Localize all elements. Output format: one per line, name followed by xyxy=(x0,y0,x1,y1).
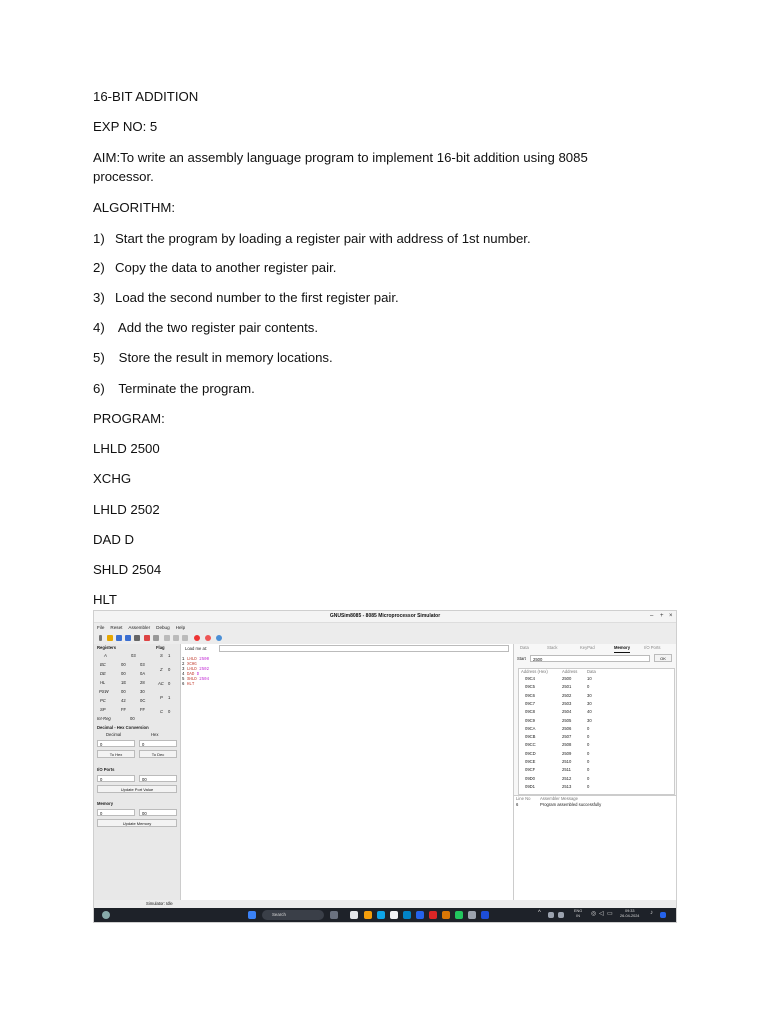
register-value: 00 xyxy=(121,662,126,667)
close-icon[interactable]: × xyxy=(669,613,673,619)
file-explorer-icon[interactable] xyxy=(364,911,372,919)
step-number: 4) xyxy=(93,320,105,335)
chevron-up-icon[interactable]: ^ xyxy=(538,910,541,916)
table-cell: 30 xyxy=(587,700,592,706)
code-operand: 2502 xyxy=(199,668,210,672)
run-icon[interactable] xyxy=(153,635,159,641)
registers-label: Registers xyxy=(97,645,117,650)
register-value: 0A xyxy=(140,671,146,676)
app-icon[interactable] xyxy=(429,911,437,919)
flag-name: C xyxy=(160,709,164,714)
line-number: 3 xyxy=(182,668,185,672)
table-cell: 2507 xyxy=(562,734,572,740)
table-cell: 0 xyxy=(587,775,590,781)
clear-breakpoints-icon[interactable] xyxy=(205,635,211,641)
load-at-input[interactable] xyxy=(219,645,509,652)
flag-value: 1 xyxy=(168,695,171,700)
assemble-icon[interactable] xyxy=(144,635,150,641)
table-row[interactable] xyxy=(519,784,674,792)
new-file-icon[interactable] xyxy=(99,635,102,641)
register-name: HL xyxy=(100,680,106,685)
menu-assembler[interactable]: Assembler xyxy=(128,625,151,630)
step-text: Copy the data to another register pair. xyxy=(115,260,337,275)
table-cell: 09C8 xyxy=(525,709,536,715)
table-cell: 2506 xyxy=(562,725,572,731)
register-value: 00 xyxy=(121,671,126,676)
app-icon[interactable] xyxy=(481,911,489,919)
register-value: 28 xyxy=(140,680,145,685)
flag-value: 0 xyxy=(168,681,171,686)
program-line: LHLD 2500 xyxy=(93,441,160,456)
exp-number: EXP NO: 5 xyxy=(93,119,158,134)
save-as-icon[interactable] xyxy=(125,635,131,641)
io-port-input[interactable]: 0 xyxy=(97,775,135,782)
memory-address-input[interactable]: 0 xyxy=(97,809,135,816)
app-icon[interactable] xyxy=(442,911,450,919)
code-operand: 2504 xyxy=(199,678,210,682)
table-row[interactable] xyxy=(519,767,674,775)
step-text: Terminate the program. xyxy=(115,381,255,396)
algorithm-step xyxy=(93,258,336,277)
flag-value: 0 xyxy=(168,667,171,672)
memory-label: Memory xyxy=(97,801,114,806)
program-line: DAD D xyxy=(93,532,135,547)
table-cell: 10 xyxy=(587,676,592,681)
table-row[interactable] xyxy=(519,718,674,726)
register-value: 0C xyxy=(140,698,146,703)
step-number: 3) xyxy=(93,290,105,305)
stop-icon[interactable] xyxy=(216,635,222,641)
task-view-icon[interactable] xyxy=(330,911,338,919)
table-cell: 0 xyxy=(587,750,590,756)
register-name: PSW xyxy=(99,689,109,694)
step-number: 1) xyxy=(93,231,105,246)
program-line: HLT xyxy=(93,592,117,607)
flag-name: P xyxy=(160,695,163,700)
table-cell: 0 xyxy=(587,734,590,740)
table-cell: 09C7 xyxy=(525,700,536,706)
code-opcode: XCHG xyxy=(186,663,197,667)
table-cell: 09C4 xyxy=(525,676,536,681)
register-value: 00 xyxy=(121,689,126,694)
breakpoint-icon[interactable] xyxy=(194,635,200,641)
line-number: 2 xyxy=(182,663,185,667)
algorithm-step xyxy=(93,379,255,398)
table-cell: 09D0 xyxy=(525,775,536,781)
code-listing xyxy=(182,658,209,688)
taskbar-search[interactable] xyxy=(262,910,324,920)
tab-keypad[interactable]: KeyPad xyxy=(580,645,595,650)
table-cell: 30 xyxy=(587,692,592,698)
language-indicator[interactable] xyxy=(574,909,582,919)
step-out-icon[interactable] xyxy=(182,635,188,641)
algorithm-step xyxy=(93,318,318,337)
time: 09:33 xyxy=(624,909,635,913)
decimal-input[interactable]: 0 xyxy=(97,740,135,747)
register-value: 42 xyxy=(121,698,126,703)
widgets-icon[interactable] xyxy=(350,911,358,919)
right-panel xyxy=(513,644,677,900)
column-header: Address (Hex) xyxy=(521,669,548,674)
column-header: Data xyxy=(587,669,596,674)
battery-icon[interactable]: ▭ xyxy=(607,911,613,917)
aim-line-1: AIM:To write an assembly language program to implement 16-bit addition using 8085 xyxy=(93,150,588,165)
program-line: SHLD 2504 xyxy=(93,562,162,577)
table-row[interactable] xyxy=(519,684,674,692)
register-name: A xyxy=(104,653,107,658)
table-row[interactable] xyxy=(519,751,674,759)
code-opcode: DAD xyxy=(186,673,195,677)
register-name: Int-Reg xyxy=(97,716,111,721)
step-text: Start the program by loading a register pair with address of 1st number. xyxy=(115,231,531,246)
table-cell: 09D1 xyxy=(525,783,536,789)
ok-button[interactable]: OK xyxy=(654,654,672,662)
table-cell: 40 xyxy=(587,709,592,715)
app-icon[interactable] xyxy=(660,912,666,918)
program-heading: PROGRAM: xyxy=(93,411,165,426)
table-cell: 2501 xyxy=(562,684,572,690)
message-text: Program assembled successfully xyxy=(540,802,602,807)
tab-stack[interactable]: Stack xyxy=(547,645,558,650)
tab-io-ports[interactable]: I/O Ports xyxy=(644,645,661,650)
register-name: BC xyxy=(100,662,106,667)
tab-memory[interactable]: Memory xyxy=(614,644,630,653)
to-dec-button[interactable]: To Dec xyxy=(139,750,177,758)
table-cell: 2508 xyxy=(562,742,572,748)
algorithm-step xyxy=(93,288,399,307)
load-at-label: Load me at: xyxy=(185,646,208,651)
table-cell: 09C6 xyxy=(525,692,536,698)
store-icon[interactable] xyxy=(390,911,398,919)
table-row[interactable] xyxy=(519,701,674,709)
table-row[interactable] xyxy=(519,693,674,701)
search-label: Search xyxy=(272,912,286,917)
table-cell: 0 xyxy=(587,783,590,789)
weather-icon[interactable] xyxy=(102,911,110,919)
table-row[interactable] xyxy=(519,676,674,684)
register-value: FF xyxy=(140,707,146,712)
table-cell: 2503 xyxy=(562,700,572,706)
table-row[interactable] xyxy=(519,742,674,750)
register-value: 1E xyxy=(121,680,127,685)
table-cell: 09CB xyxy=(525,734,536,740)
step-in-icon[interactable] xyxy=(164,635,170,641)
window-title: GNUSim8085 - 8085 Microprocessor Simulator xyxy=(329,613,441,619)
menu-debug[interactable]: Debug xyxy=(156,625,170,630)
app-icon[interactable] xyxy=(403,911,411,919)
taskbar xyxy=(94,908,676,922)
line-number: 4 xyxy=(182,673,185,677)
start-label: Start xyxy=(517,656,526,661)
decimal-label: Decimal xyxy=(106,732,122,737)
table-cell: 0 xyxy=(587,742,590,748)
table-cell: 2512 xyxy=(562,775,572,781)
code-opcode: LHLD xyxy=(186,658,197,662)
update-port-button[interactable]: Update Port Value xyxy=(97,785,177,793)
table-cell: 2509 xyxy=(562,750,572,756)
register-value: FF xyxy=(121,707,127,712)
algorithm-heading: ALGORITHM: xyxy=(93,200,176,215)
table-row[interactable] xyxy=(519,776,674,784)
code-operand: D xyxy=(196,673,200,677)
save-icon[interactable] xyxy=(116,635,122,641)
register-name: SP xyxy=(100,707,106,712)
step-number: 2) xyxy=(93,260,105,275)
step-number: 5) xyxy=(93,350,105,365)
column-header: Assembler Message xyxy=(540,796,578,801)
table-cell: 2502 xyxy=(562,692,572,698)
register-value: 03 xyxy=(140,662,145,667)
code-opcode: HLT xyxy=(186,683,195,687)
register-value: 00 xyxy=(130,716,135,721)
line-number: 6 xyxy=(182,683,185,687)
algorithm-step xyxy=(93,229,531,248)
window-titlebar xyxy=(94,611,676,623)
table-cell: 0 xyxy=(587,725,590,731)
line-number: 1 xyxy=(182,658,185,662)
flag-name: AC xyxy=(158,681,164,686)
register-name: PC xyxy=(100,698,106,703)
message-line-number: 6 xyxy=(516,802,519,807)
program-line: LHLD 2502 xyxy=(93,502,160,517)
assembler-messages xyxy=(514,795,677,901)
start-input[interactable]: 2500 xyxy=(530,655,650,662)
table-cell: 0 xyxy=(587,767,590,773)
settings-icon[interactable] xyxy=(468,911,476,919)
flag-value: 0 xyxy=(168,709,171,714)
table-cell: 2513 xyxy=(562,783,572,789)
io-ports-label: I/O Ports xyxy=(97,767,115,772)
tab-data[interactable]: Data xyxy=(520,645,529,650)
flag-name: S xyxy=(160,653,163,658)
step-text: Add the two register pair contents. xyxy=(115,320,319,335)
register-value: 03 xyxy=(131,653,136,658)
table-cell: 30 xyxy=(587,717,592,723)
memory-value-input[interactable]: 00 xyxy=(139,809,177,816)
table-cell: 0 xyxy=(587,759,590,764)
minimize-icon[interactable]: – xyxy=(650,613,654,619)
flag-value: 1 xyxy=(168,653,171,658)
table-row[interactable] xyxy=(519,709,674,717)
menu-reset[interactable]: Reset xyxy=(110,625,123,630)
status-bar xyxy=(94,900,676,908)
memory-table xyxy=(518,668,675,795)
tray-icon[interactable] xyxy=(558,912,564,918)
doc-title: 16-BIT ADDITION xyxy=(93,89,199,104)
step-text: Load the second number to the first register pair. xyxy=(115,290,399,305)
column-header: Address xyxy=(562,669,578,674)
io-value-input[interactable]: 00 xyxy=(139,775,177,782)
update-memory-button[interactable]: Update Memory xyxy=(97,819,177,827)
language-code: ENG xyxy=(574,909,583,913)
column-header: Line No xyxy=(516,796,531,801)
table-cell: 2511 xyxy=(562,767,572,773)
table-cell: 0 xyxy=(587,684,590,690)
hex-label: Hex xyxy=(151,732,159,737)
table-cell: 09C5 xyxy=(525,684,536,690)
table-row[interactable] xyxy=(519,734,674,742)
table-cell: 09CE xyxy=(525,759,536,764)
maximize-icon[interactable]: + xyxy=(660,613,664,619)
clock[interactable] xyxy=(620,909,639,919)
code-opcode: LHLD xyxy=(186,668,197,672)
notification-bell-icon[interactable]: ♪ xyxy=(650,910,653,916)
program-line: XCHG xyxy=(93,471,132,486)
left-panel xyxy=(94,644,180,912)
simulator-screenshot xyxy=(93,610,677,923)
volume-icon[interactable]: ◁ xyxy=(599,911,604,917)
code-editor[interactable] xyxy=(180,644,513,900)
table-cell: 2500 xyxy=(562,676,572,681)
table-cell: 09CA xyxy=(525,725,536,731)
edge-icon[interactable] xyxy=(377,911,385,919)
table-cell: 09C9 xyxy=(525,717,536,723)
flag-name: Z xyxy=(160,667,163,672)
dec-hex-label: Decimal - Hex Conversion xyxy=(97,725,149,730)
step-number: 6) xyxy=(93,381,105,396)
table-cell: 09CF xyxy=(525,767,536,773)
start-icon[interactable] xyxy=(248,911,256,919)
algorithm-step xyxy=(93,348,333,367)
table-cell: 2505 xyxy=(562,717,572,723)
table-cell: 09CC xyxy=(525,742,536,748)
code-operand: 2500 xyxy=(199,658,210,662)
table-row[interactable] xyxy=(519,759,674,767)
tray-icon[interactable] xyxy=(548,912,554,918)
register-value: 30 xyxy=(140,689,145,694)
hex-input[interactable]: 0 xyxy=(139,740,177,747)
app-icon[interactable] xyxy=(416,911,424,919)
date: 26-04-2024 xyxy=(620,914,640,918)
region-code: IN xyxy=(576,914,581,918)
aim-line-2: processor. xyxy=(93,169,154,184)
code-opcode: SHLD xyxy=(186,678,197,682)
register-name: DE xyxy=(100,671,106,676)
table-cell: 2504 xyxy=(562,709,572,715)
wifi-icon[interactable]: ◎ xyxy=(591,911,597,917)
print-icon[interactable] xyxy=(134,635,140,641)
step-over-icon[interactable] xyxy=(173,635,179,641)
to-hex-button[interactable]: To Hex xyxy=(97,750,135,758)
step-text: Store the result in memory locations. xyxy=(115,350,333,365)
table-row[interactable] xyxy=(519,726,674,734)
menu-help[interactable]: Help xyxy=(175,625,186,630)
table-cell: 2510 xyxy=(562,759,572,764)
app-icon[interactable] xyxy=(455,911,463,919)
table-cell: 09CD xyxy=(525,750,536,756)
flag-label: Flag xyxy=(156,645,165,650)
menu-bar xyxy=(94,623,676,632)
status-text: Simulator: Idle xyxy=(146,901,173,906)
open-icon[interactable] xyxy=(107,635,113,641)
menu-file[interactable]: File xyxy=(97,625,105,630)
line-number: 5 xyxy=(182,678,185,682)
